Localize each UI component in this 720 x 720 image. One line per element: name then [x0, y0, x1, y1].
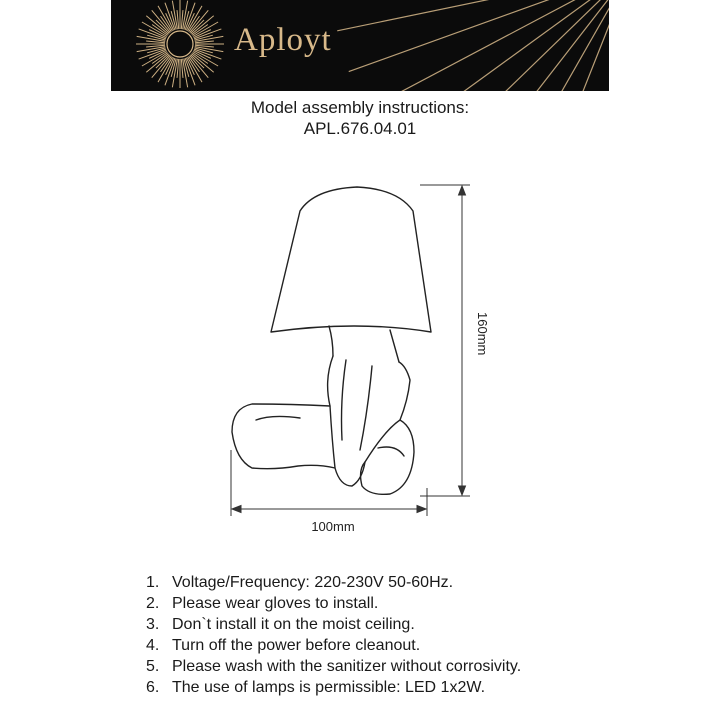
height-dimension	[420, 185, 470, 496]
width-dimension	[231, 450, 427, 516]
instruction-text: Turn off the power before cleanout.	[172, 637, 421, 654]
instruction-text: Don`t install it on the moist ceiling.	[172, 616, 415, 633]
instruction-list	[146, 572, 521, 698]
instruction-item	[146, 656, 521, 677]
instruction-item	[146, 635, 521, 656]
instruction-item	[146, 593, 521, 614]
instruction-text: Voltage/Frequency: 220-230V 50-60Hz.	[172, 574, 454, 591]
model-number: APL.676.04.01	[303, 119, 417, 138]
instruction-number: 6.	[146, 679, 160, 696]
instruction-number: 2.	[146, 595, 160, 612]
instruction-item	[146, 614, 521, 635]
height-label: 160mm	[475, 312, 490, 356]
figure-lamp-icon	[232, 187, 431, 494]
instruction-number: 3.	[146, 616, 160, 633]
page-title: Model assembly instructions:	[250, 98, 470, 117]
width-label: 100mm	[311, 519, 355, 534]
instruction-number: 4.	[146, 637, 160, 654]
brand-name: Aployt	[234, 22, 332, 58]
instruction-number: 5.	[146, 658, 160, 675]
instruction-item	[146, 677, 521, 698]
instruction-text: Please wash with the sanitizer without corrosivity.	[172, 658, 522, 675]
instruction-text: The use of lamps is permissible: LED 1x2W.	[172, 679, 486, 696]
instruction-number: 1.	[146, 574, 160, 591]
instruction-item	[146, 572, 521, 593]
instruction-text: Please wear gloves to install.	[172, 595, 379, 612]
